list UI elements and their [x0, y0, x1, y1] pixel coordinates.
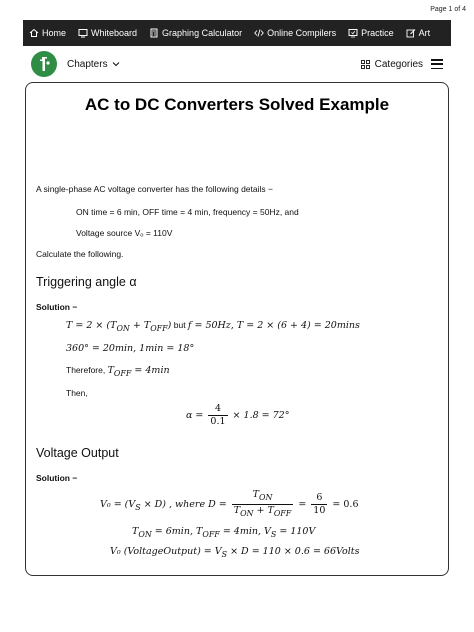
detail-line-1: ON time = 6 min, OFF time = 4 min, frequency = 50Hz, and [76, 207, 299, 217]
article-card [25, 82, 449, 576]
page-title: AC to DC Converters Solved Example [84, 95, 390, 114]
equation-voltage: $V_0 = (V_S \times D)$ , where D = $\frac{T_{ON}}{T_{ON} + T_{OFF}}$ = $\frac{6}{10}$ = 0.6 [100, 489, 359, 518]
solution-label-2: Solution − [36, 473, 78, 483]
heading-voltage-output: Voltage Output [36, 446, 119, 460]
grid-icon [361, 60, 370, 69]
categories-label: Categories [374, 58, 423, 70]
intro-text: A single-phase AC voltage converter has the following details − [36, 184, 273, 194]
chevron-down-icon [112, 60, 120, 68]
equation-values: $T_{ON} = 6\min$, $T_{OFF} = 4\min$, $V_S = 110V$ [132, 526, 316, 539]
nav-item-online-compilers[interactable] [248, 20, 342, 46]
then-text: Then, [66, 388, 88, 398]
code-icon [254, 28, 264, 38]
nav-label: Practice [361, 28, 394, 38]
chapters-dropdown[interactable] [67, 59, 120, 70]
nav-label: Home [42, 28, 67, 38]
equation-alpha: α = $\frac{4}{0.1}$ × 1.8 = 72° [186, 403, 290, 427]
nav-label: Art [418, 28, 431, 38]
detail-line-2: Voltage source Vₒ = 110V [76, 228, 173, 238]
equation-period: $T = 2 \times (T_{ON} + T_{OFF})$ but f = 50Hz, T = 2 × (6 + 4) = 20mins [66, 320, 360, 333]
logo-mark-icon [31, 51, 57, 77]
secondary-navigation [23, 50, 451, 78]
top-navigation-bar [23, 20, 451, 46]
heading-triggering-angle: Triggering angle α [36, 275, 137, 289]
chapters-label: Chapters [67, 58, 108, 70]
home-icon [29, 28, 39, 38]
calculate-text: Calculate the following. [36, 249, 124, 259]
whiteboard-icon [78, 28, 88, 38]
nav-item-whiteboard[interactable] [72, 20, 143, 46]
categories-button[interactable] [361, 59, 423, 70]
nav-item-practice[interactable] [342, 20, 400, 46]
nav-label: Graphing Calculator [162, 28, 243, 38]
practice-icon [348, 28, 358, 38]
equation-final-voltage: V₀ (VoltageOutput) = $V_S \times D = 110 \times 0.6$ = 66Volts [110, 546, 360, 559]
equation-degrees: 360° = 20min, 1min = 18° [66, 343, 195, 354]
equation-toff: Therefore, $T_{OFF} = 4\min$ [66, 365, 170, 378]
calculator-icon [149, 28, 159, 38]
nav-item-graphing-calculator[interactable] [143, 20, 248, 46]
edit-icon [406, 28, 416, 38]
page-number: Page 1 of 4 [430, 6, 466, 13]
menu-icon[interactable] [431, 59, 443, 69]
nav-label: Online Compilers [267, 28, 337, 38]
nav-item-home[interactable] [23, 20, 72, 46]
site-logo[interactable] [31, 51, 57, 77]
nav-label: Whiteboard [91, 28, 138, 38]
nav-item-art[interactable] [400, 20, 437, 46]
solution-label: Solution − [36, 302, 78, 312]
